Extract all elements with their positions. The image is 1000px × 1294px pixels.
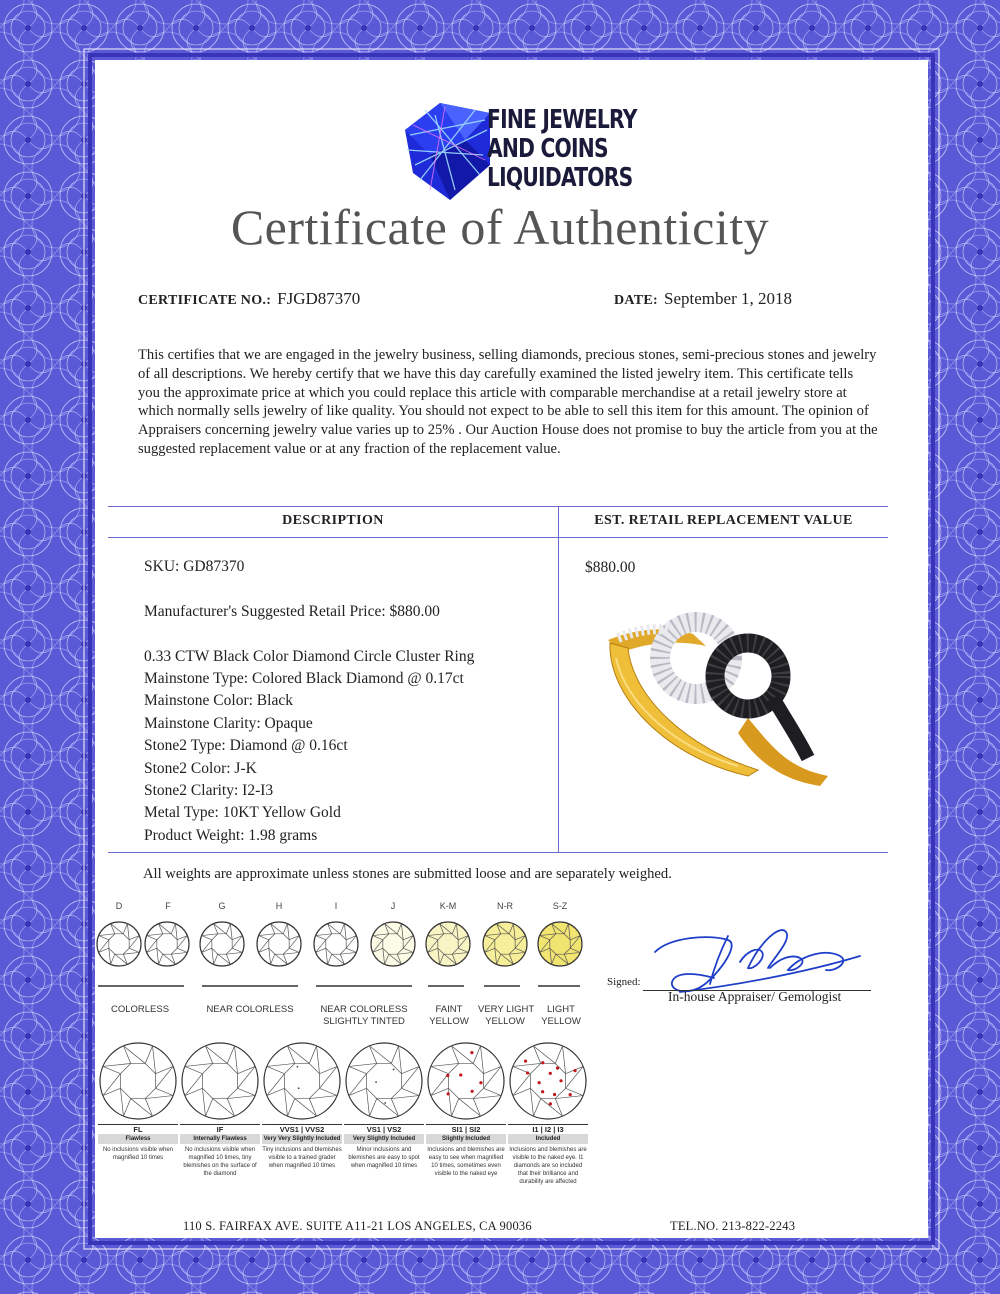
clarity-diamond-icon <box>182 1043 258 1119</box>
clarity-grade: IF Internally Flawless No inclusions visible when magnified 10 times, tiny blemishes on the surface of the diamond <box>180 1124 260 1178</box>
color-grade-letter: H <box>275 901 283 911</box>
value-header: EST. RETAIL REPLACEMENT VALUE <box>594 513 853 528</box>
color-grade-letter: S-Z <box>552 901 568 911</box>
detail-line: Metal Type: 10KT Yellow Gold <box>144 804 341 822</box>
color-category: FAINT YELLOW <box>429 1004 469 1027</box>
signed-label: Signed: <box>607 976 641 988</box>
footer-phone: TEL.NO. 213-822-2243 <box>670 1219 796 1233</box>
clarity-diamond-icon <box>510 1043 586 1119</box>
color-diamond-icon <box>371 922 415 966</box>
clarity-grade: FL Flawless No inclusions visible when magnified 10 times <box>98 1124 178 1162</box>
table-rule-top <box>108 506 888 507</box>
color-grade-letter: J <box>390 901 396 911</box>
certificate-number-value: FJGD87370 <box>277 289 361 308</box>
appraiser-title: In-house Appraiser/ Gemologist <box>668 989 842 1004</box>
table-rule-bottom <box>108 852 888 853</box>
color-diamond-icon <box>200 922 244 966</box>
certificate-title: Certificate of Authenticity <box>230 199 770 255</box>
color-grade-letter: I <box>334 901 338 911</box>
color-category: NEAR COLORLESS <box>206 1004 294 1015</box>
msrp: Manufacturer's Suggested Retail Price: $880.00 <box>144 602 440 620</box>
color-diamond-icon <box>145 922 189 966</box>
clarity-diamond-icon <box>346 1043 422 1119</box>
detail-line: 0.33 CTW Black Color Diamond Circle Cluster Ring <box>144 647 475 665</box>
color-category: VERY LIGHT YELLOW <box>478 1004 535 1027</box>
certificate-number <box>138 289 360 309</box>
item-description <box>144 556 554 847</box>
detail-line: Mainstone Color: Black <box>144 692 293 710</box>
footer-address: 110 S. FAIRFAX AVE. SUITE A11-21 LOS ANGELES, CA 90036 <box>183 1219 532 1233</box>
detail-line: Stone2 Color: J-K <box>144 759 257 777</box>
replacement-value: $880.00 <box>585 559 636 576</box>
weights-note: All weights are approximate unless stones are submitted loose and are separately weighed. <box>143 866 672 882</box>
sku: SKU: GD87370 <box>144 558 245 575</box>
color-diamond-icon <box>426 922 470 966</box>
color-diamond-icon <box>538 922 582 966</box>
clarity-grade: VS1 | VS2 Very Slightly Included Minor inclusions and blemishes are easy to spot when magnified 10 times <box>344 1124 424 1170</box>
description-header: DESCRIPTION <box>282 513 384 528</box>
company-name-line-1: FINE JEWELRY <box>487 105 637 135</box>
certification-statement: This certifies that we are engaged in the jewelry business, selling diamonds, precious stones, semi-precious stones and jewelry of all descriptions. We hereby certify that we have this day carefully examined the listed jewelry item. This certificate tells you the approximate price at which you could replace this article with comparable merchandise at a retail jewelry store at which normally sells jewelry of like quality. You should not expect to be able to sell this item for this amount. The opinion of Appraisers concerning jewelry value varies up to 25% . Our Auction House does not promise to buy the article from you at the suggested replacement value or at any fraction of the replacement value. <box>138 347 878 457</box>
detail-line: Mainstone Type: Colored Black Diamond @ 0.17ct <box>144 670 464 687</box>
clarity-diamond-icon <box>100 1043 176 1119</box>
date-label: DATE: <box>614 293 659 308</box>
color-diamond-icon <box>97 922 141 966</box>
color-grade-letter: D <box>115 901 123 911</box>
color-grade-letter: K-M <box>439 901 457 911</box>
color-grade-letter: G <box>218 901 226 911</box>
certificate-date <box>614 289 792 309</box>
table-divider <box>558 506 559 853</box>
detail-line: Product Weight: 1.98 grams <box>144 826 318 844</box>
clarity-grade: SI1 | SI2 Slightly Included Inclusions and blemishes are easy to see when magnified 10 times, sometimes even visible to the naked eye <box>427 1125 505 1177</box>
clarity-diamond-icon <box>428 1043 504 1119</box>
detail-line: Stone2 Type: Diamond @ 0.16ct <box>144 737 348 755</box>
company-name-line-3: LIQUIDATORS <box>487 163 633 193</box>
clarity-grade: I1 | I2 | I3 Included Inclusions and blemishes are visible to the naked eye. I1 diamonds are so included that their brilliance and durability are affected <box>509 1125 587 1185</box>
color-category: LIGHT YELLOW <box>541 1004 581 1027</box>
color-diamond-icon <box>257 922 301 966</box>
table-rule-header <box>108 537 888 538</box>
ring-image <box>598 598 848 788</box>
color-grade-letter: F <box>165 901 171 911</box>
color-category: NEAR COLORLESS SLIGHTLY TINTED <box>320 1004 408 1027</box>
clarity-grade: VVS1 | VVS2 Very Very Slightly Included Tiny inclusions and blemishes visible to a trained grader when magnified 10 times <box>262 1125 342 1169</box>
company-name-line-2: AND COINS <box>487 134 608 164</box>
color-diamond-icon <box>314 922 358 966</box>
certificate-number-label: CERTIFICATE NO.: <box>138 293 272 308</box>
color-category: COLORLESS <box>110 1004 170 1015</box>
color-grade-letter: N-R <box>497 901 513 911</box>
date-value: September 1, 2018 <box>664 289 792 308</box>
detail-line: Mainstone Clarity: Opaque <box>144 714 313 732</box>
color-diamond-icon <box>483 922 527 966</box>
detail-line: Stone2 Clarity: I2-I3 <box>144 782 274 800</box>
clarity-diamond-icon <box>264 1043 340 1119</box>
company-name <box>487 105 637 193</box>
